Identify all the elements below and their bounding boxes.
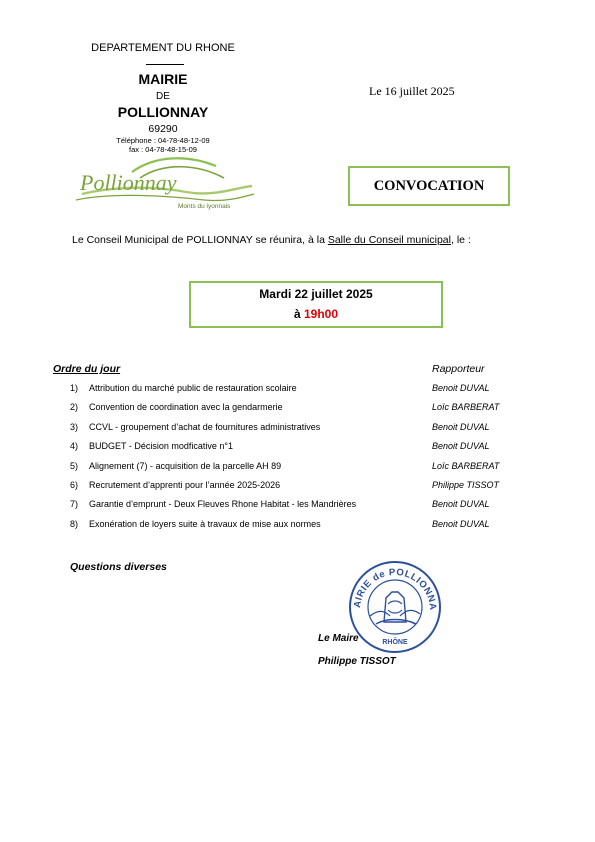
signature-name: Philippe TISSOT	[318, 656, 396, 667]
agenda-item	[60, 519, 520, 538]
agenda-item-number: 6)	[69, 479, 78, 490]
department-heading: DEPARTEMENT DU RHONE	[91, 42, 235, 54]
logo-graphic	[74, 156, 256, 212]
mairie-heading: MAIRIE	[138, 71, 188, 87]
town-heading: POLLIONNAY	[117, 104, 209, 120]
intro-text: Le Conseil Municipal de POLLIONNAY se réunira, à la	[72, 234, 328, 246]
agenda-list	[60, 383, 520, 538]
agenda-item-text: Garantie d’emprunt - Deux Fleuves Rhone Habitat - les Mandrières	[89, 499, 357, 510]
agenda-item-number: 2)	[69, 402, 78, 413]
agenda-item-rapporteur: Benoit DUVAL	[432, 518, 490, 529]
agenda-item-rapporteur: Benoit DUVAL	[432, 499, 490, 510]
agenda-item-number: 3)	[69, 421, 78, 432]
stamp-text-top: AIRIE de POLLIONNA	[351, 566, 439, 611]
convocation-title-box	[348, 166, 510, 206]
agenda-title: Ordre du jour	[53, 363, 121, 375]
pollionnay-logo	[74, 156, 256, 212]
telephone-number: Téléphone : 04-78-48-12-09	[116, 136, 210, 145]
agenda-item-text: Alignement (7) - acquisition de la parcelle AH 89	[89, 460, 282, 471]
agenda-item-number: 7)	[69, 499, 78, 510]
agenda-item-number: 5)	[69, 460, 78, 471]
agenda-item-text: CCVL - groupement d’achat de fournitures administratives	[89, 421, 321, 432]
meeting-datetime-box	[189, 281, 443, 328]
agenda-item	[60, 480, 520, 499]
stamp-graphic	[346, 558, 444, 656]
agenda-item-text: Exonération de loyers suite à travaux de mise aux normes	[89, 518, 321, 529]
intro-sentence	[72, 234, 471, 246]
agenda-item	[60, 383, 520, 402]
document-date: Le 16 juillet 2025	[369, 84, 455, 98]
header-divider	[146, 64, 184, 65]
agenda-item	[60, 422, 520, 441]
agenda-item	[60, 499, 520, 518]
logo-name: Pollionnay	[80, 170, 177, 195]
agenda-item	[60, 461, 520, 480]
agenda-item-number: 1)	[69, 383, 78, 393]
meeting-time-line	[191, 307, 441, 321]
agenda-item-rapporteur: Loïc BARBERAT	[432, 402, 500, 413]
questions-diverses: Questions diverses	[70, 561, 167, 573]
de-label: DE	[156, 91, 170, 102]
meeting-place: Salle du Conseil municipal	[327, 234, 451, 246]
agenda-item-text: BUDGET - Décision modficative n°1	[89, 441, 233, 452]
agenda-item-text: Recrutement d’apprenti pour l’année 2025-2026	[89, 479, 281, 490]
logo-tagline: Monts du lyonnais	[178, 203, 231, 210]
fax-number: fax : 04-78-48-15-09	[129, 145, 197, 154]
meeting-time: 19h00	[303, 307, 339, 321]
svg-text:MAIRIE de POLLIONNAY	[346, 558, 438, 610]
signature-role: Le Maire	[318, 633, 359, 644]
meeting-at: à	[293, 307, 304, 321]
postal-code: 69290	[148, 123, 178, 135]
agenda-item-number: 8)	[69, 518, 78, 529]
meeting-date: Mardi 22 juillet 2025	[259, 287, 373, 301]
agenda-item-rapporteur: Benoit DUVAL	[432, 383, 490, 393]
agenda-item-rapporteur: Benoit DUVAL	[432, 421, 490, 432]
convocation-title: CONVOCATION	[373, 177, 485, 194]
agenda-item-rapporteur: Benoit DUVAL	[432, 441, 490, 452]
rapporteur-title: Rapporteur	[432, 363, 485, 375]
agenda-item	[60, 441, 520, 460]
agenda-item-rapporteur: Loïc BARBERAT	[432, 460, 500, 471]
stamp-text-bottom: RHÔNE	[382, 639, 408, 646]
agenda-item-text: Attribution du marché public de restauration scolaire	[89, 383, 297, 393]
agenda-item-text: Convention de coordination avec la gendarmerie	[89, 402, 283, 413]
agenda-item-rapporteur: Philippe TISSOT	[432, 479, 500, 490]
agenda-item	[60, 402, 520, 421]
intro-suffix: , le :	[450, 234, 471, 246]
mairie-stamp	[346, 558, 444, 656]
agenda-item-number: 4)	[69, 441, 78, 452]
